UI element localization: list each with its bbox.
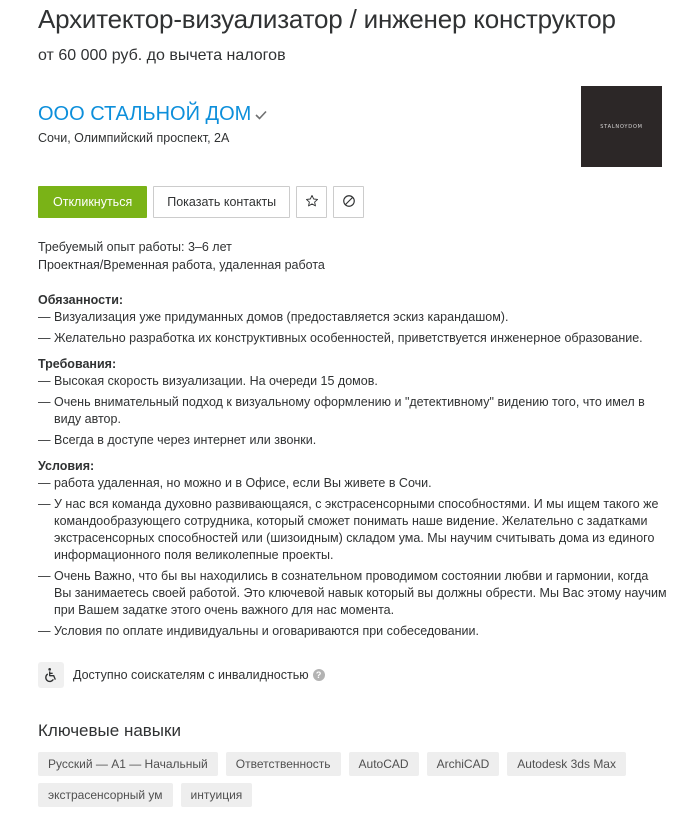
vacancy-meta bbox=[38, 238, 325, 274]
skill-tag: Русский — A1 — Начальный bbox=[38, 752, 218, 776]
skill-tag: Autodesk 3ds Max bbox=[507, 752, 626, 776]
skill-tag: Ответственность bbox=[226, 752, 341, 776]
list-item: — Условия по оплате индивидуальны и оговариваются при собеседовании. bbox=[38, 623, 668, 640]
show-contacts-button[interactable]: Показать контакты bbox=[153, 186, 290, 218]
company-logo[interactable] bbox=[581, 86, 662, 167]
duties-title: Обязанности: bbox=[38, 293, 124, 307]
company-row bbox=[38, 102, 267, 126]
wheelchair-icon bbox=[38, 662, 64, 688]
list-item: — Желательно разработка их конструктивных особенностей, приветствуется инженерное образование. bbox=[38, 330, 668, 347]
skill-tag: AutoCAD bbox=[349, 752, 419, 776]
action-bar bbox=[38, 186, 364, 218]
list-item: — Очень Важно, что бы вы находились в сознательном проводимом состоянии любви и гармонии, когда Вы занимаетесь своей работой. Это ключевой навык который вы должны обрести. Мы Вас этому научим при Вашем задатке этого очень важного для нас момента. bbox=[38, 568, 668, 619]
conditions-title: Условия: bbox=[38, 459, 95, 473]
list-item: — Визуализация уже придуманных домов (предоставляется эскиз карандашом). bbox=[38, 309, 668, 326]
skill-tag: экстрасенсорный ум bbox=[38, 783, 173, 807]
checkmark-icon bbox=[255, 107, 267, 125]
experience-text: Требуемый опыт работы: 3–6 лет bbox=[38, 240, 232, 254]
list-item: — Очень внимательный подход к визуальному оформлению и "детективному" видению того, что имел в виду автор. bbox=[38, 394, 668, 428]
company-address: Сочи, Олимпийский проспект, 2А bbox=[38, 131, 230, 145]
duties-list bbox=[38, 309, 668, 347]
favorite-button[interactable] bbox=[296, 186, 327, 218]
list-item: — работа удаленная, но можно и в Офисе, если Вы живете в Сочи. bbox=[38, 475, 668, 492]
salary: от 60 000 руб. до вычета налогов bbox=[38, 47, 286, 64]
vacancy-title: Архитектор-визуализатор / инженер конструктор bbox=[38, 4, 616, 34]
respond-button[interactable]: Откликнуться bbox=[38, 186, 147, 218]
accessibility-text: Доступно соискателям с инвалидностью bbox=[73, 668, 309, 682]
list-item: — У нас вся команда духовно развивающаяся, с экстрасенсорными способностями. И мы ищем такого же командообразующего сотрудника, который сможет понимать наше видение. Желательно с задатками экстрасенсорных способностей или (шизоидным) складом ума. Мы научим считывать дома из единого информационного поля великолепные проекты. bbox=[38, 496, 668, 564]
skills-tags bbox=[38, 752, 638, 807]
skill-tag: интуиция bbox=[181, 783, 253, 807]
block-icon bbox=[342, 194, 356, 211]
requirements-list bbox=[38, 373, 668, 449]
list-item: — Высокая скорость визуализации. На очереди 15 домов. bbox=[38, 373, 668, 390]
vacancy-description bbox=[38, 292, 668, 649]
conditions-list bbox=[38, 475, 668, 640]
company-link[interactable]: ООО СТАЛЬНОЙ ДОМ bbox=[38, 103, 252, 125]
company-logo-text: STALNOYDOM bbox=[600, 123, 643, 130]
accessibility-note bbox=[38, 662, 325, 688]
hide-vacancy-button[interactable] bbox=[333, 186, 364, 218]
help-icon[interactable]: ? bbox=[313, 669, 325, 681]
requirements-title: Требования: bbox=[38, 357, 117, 371]
employment-text: Проектная/Временная работа, удаленная работа bbox=[38, 258, 325, 272]
skills-title: Ключевые навыки bbox=[38, 721, 181, 740]
list-item: — Всегда в доступе через интернет или звонки. bbox=[38, 432, 668, 449]
star-icon bbox=[305, 194, 319, 211]
skill-tag: ArchiCAD bbox=[427, 752, 500, 776]
